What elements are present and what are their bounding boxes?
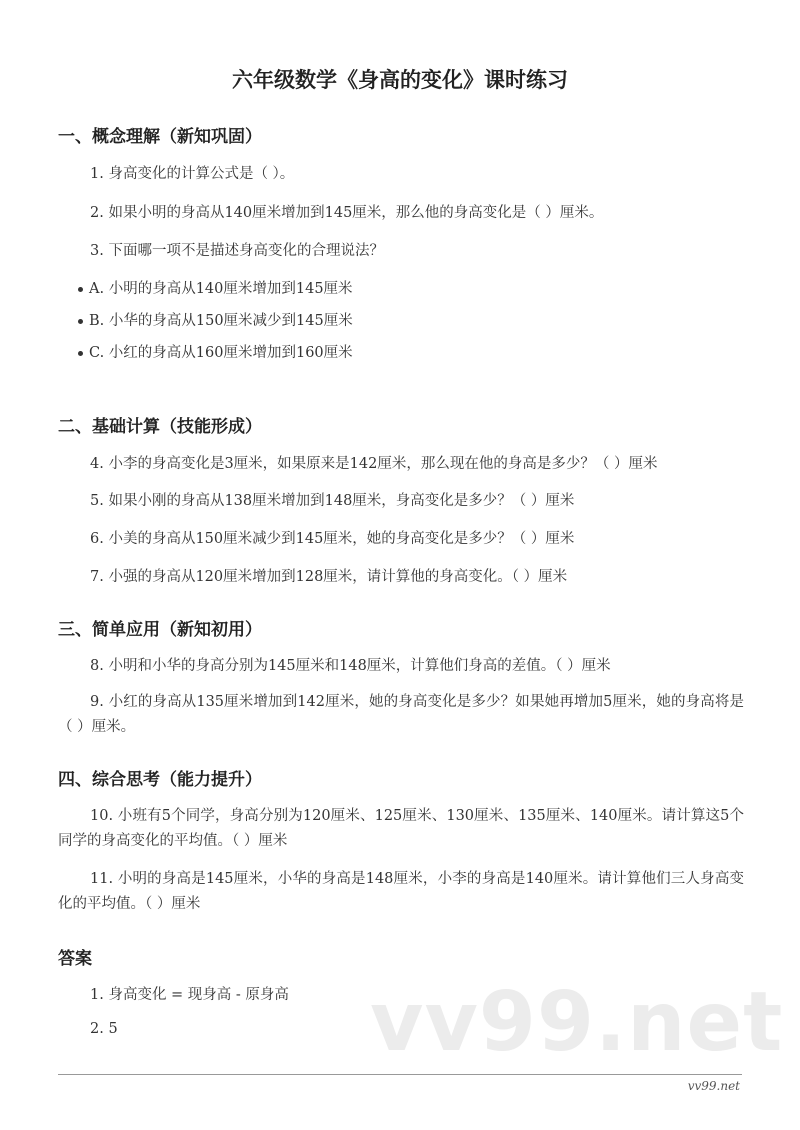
option-text: B. 小华的身高从150厘米减少到145厘米 — [89, 313, 353, 329]
answer-1: 1. 身高变化 = 现身高 - 原身高 — [90, 987, 289, 1003]
question-5: 5. 如果小刚的身高从138厘米增加到148厘米，身高变化是多少？（ ）厘米 — [90, 493, 575, 509]
bullet-icon — [78, 287, 83, 292]
question-8: 8. 小明和小华的身高分别为145厘米和148厘米，计算他们身高的差值。（ ）厘米 — [90, 658, 611, 674]
question-7: 7. 小强的身高从120厘米增加到128厘米，请计算他的身高变化。（ ）厘米 — [90, 569, 568, 585]
option-a — [78, 277, 353, 298]
option-text: C. 小红的身高从160厘米增加到160厘米 — [89, 345, 353, 361]
question-3: 3. 下面哪一项不是描述身高变化的合理说法？ — [90, 243, 384, 259]
section-heading-4: 四、综合思考（能力提升） — [58, 770, 262, 790]
section-heading-2: 二、基础计算（技能形成） — [58, 417, 262, 437]
footer-site: vv99.net — [687, 1079, 740, 1093]
section-heading-3: 三、简单应用（新知初用） — [58, 620, 262, 640]
option-text: A. 小明的身高从140厘米增加到145厘米 — [89, 281, 353, 297]
question-4: 4. 小李的身高变化是3厘米，如果原来是142厘米，那么现在他的身高是多少？（ ）厘米 — [90, 456, 658, 472]
footer-divider — [58, 1074, 742, 1075]
bullet-icon — [78, 351, 83, 356]
option-c — [78, 341, 353, 362]
question-1: 1. 身高变化的计算公式是（ ）。 — [90, 166, 295, 182]
question-2: 2. 如果小明的身高从140厘米增加到145厘米，那么他的身高变化是（ ）厘米。 — [90, 205, 604, 221]
answer-2: 2. 5 — [90, 1021, 118, 1037]
question-6: 6. 小美的身高从150厘米减少到145厘米，她的身高变化是多少？（ ）厘米 — [90, 531, 575, 547]
section-heading-1: 一、概念理解（新知巩固） — [58, 127, 262, 147]
watermark: vv99.net — [370, 975, 784, 1070]
question-10: 10. 小班有5个同学，身高分别为120厘米、125厘米、130厘米、135厘米、140厘米。请计算这5个同学的身高变化的平均值。（ ）厘米 — [58, 808, 744, 849]
option-b — [78, 309, 353, 330]
page-title: 六年级数学《身高的变化》课时练习 — [232, 67, 568, 92]
bullet-icon — [78, 319, 83, 324]
question-11: 11. 小明的身高是145厘米，小华的身高是148厘米，小李的身高是140厘米。请计算他们三人身高变化的平均值。（ ）厘米 — [58, 871, 744, 912]
question-9: 9. 小红的身高从135厘米增加到142厘米，她的身高变化是多少？如果她再增加5厘米，她的身高将是（ ）厘米。 — [58, 694, 744, 735]
answers-heading: 答案 — [58, 949, 92, 969]
